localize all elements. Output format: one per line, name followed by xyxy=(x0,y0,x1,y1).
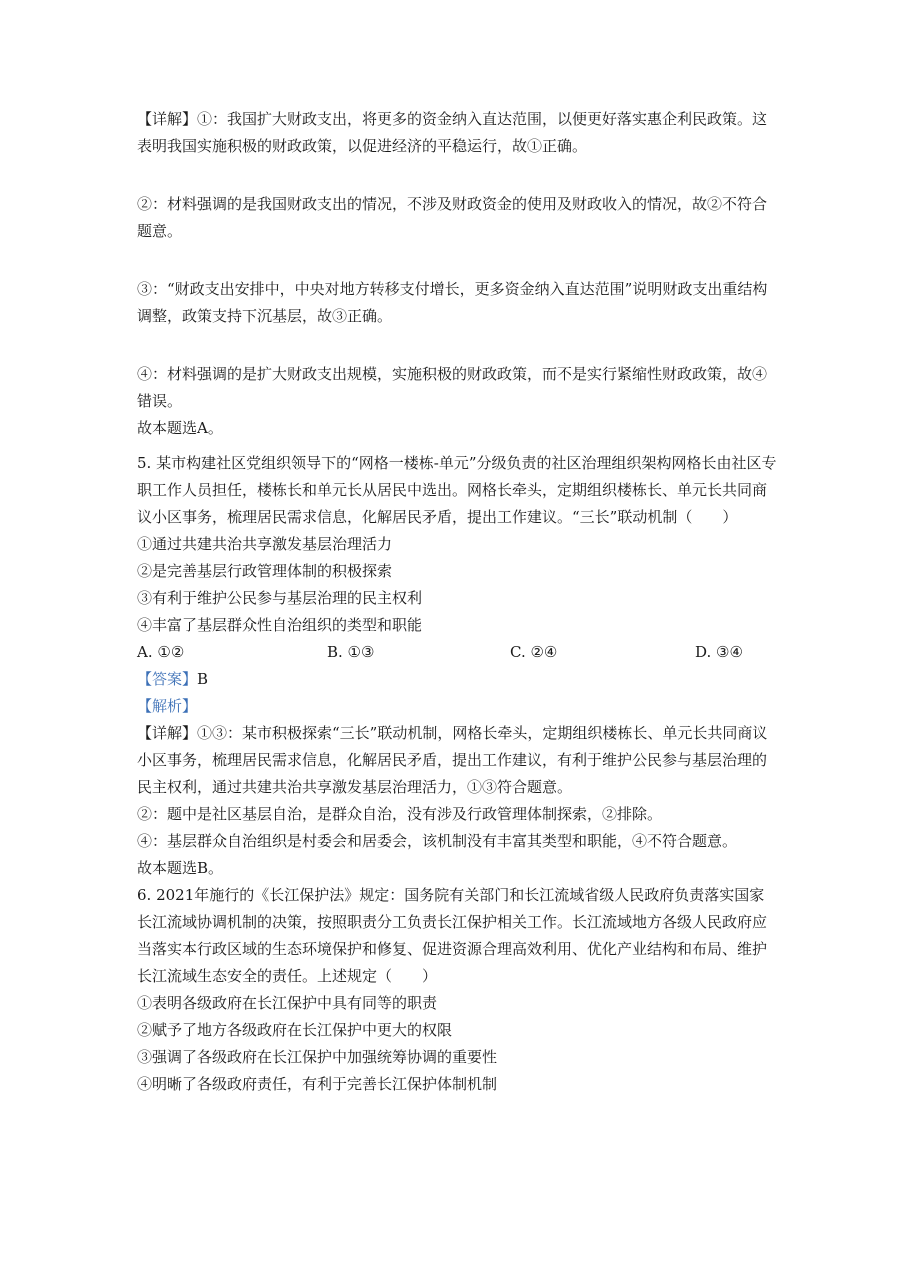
q6-item-1: ①表明各级政府在长江保护中具有同等的职责 xyxy=(137,994,438,1012)
q5-option-b: B. ①③ xyxy=(327,643,375,661)
q5-item-3: ③有利于维护公民参与基层治理的民主权利 xyxy=(137,589,423,607)
q6-stem: 6. 2021年施行的《长江保护法》规定：国务院有关部门和长江流域省级人民政府负责落实国家长江流域协调机制的决策，按照职责分工负责长江保护相关工作。长江流域地方各级人民政府应当落实本行政区域的生态环境保护和修复、促进资源合理高效利用、优化产业结构和布局、维护长江流域生态安全的责任。上述规定（ ） xyxy=(137,886,768,985)
q5-detail-paragraph-1: 【详解】①③：某市积极探索“三长”联动机制，网格长牵头，定期组织楼栋长、单元长共同商议小区事务，梳理居民需求信息，化解居民矛盾，提出工作建议，有利于维护公民参与基层治理的民主权利，通过共建共治共享激发基层治理活力，①③符合题意。 xyxy=(137,724,768,796)
q5-stem: 5. 某市构建社区党组织领导下的“网格一楼栋-单元”分级负责的社区治理组织架构网格长由社区专职工作人员担任，楼栋长和单元长从居民中选出。网格长牵头，定期组织楼栋长、单元长共同商议小区事务，梳理居民需求信息，化解居民矛盾，提出工作建议。“三长”联动机制（ ） xyxy=(137,454,777,526)
q4-conclusion: 故本题选A。 xyxy=(137,419,223,437)
q6-item-4: ④明晰了各级政府责任，有利于完善长江保护体制机制 xyxy=(137,1075,498,1093)
q5-detail-paragraph-3: ④：基层群众自治组织是村委会和居委会，该机制没有丰富其类型和职能，④不符合题意。 xyxy=(137,832,738,850)
q4-detail-paragraph-2: ②：材料强调的是我国财政支出的情况，不涉及财政资金的使用及财政收入的情况，故②不符合题意。 xyxy=(137,195,768,240)
q5-analysis-tag: 【解析】 xyxy=(137,697,198,715)
q4-detail-paragraph-3: ③：“财政支出安排中，中央对地方转移支付增长，更多资金纳入直达范围”说明财政支出重结构调整，政策支持下沉基层，故③正确。 xyxy=(137,280,768,325)
q5-detail-paragraph-2: ②：题中是社区基层自治，是群众自治，没有涉及行政管理体制探索，②排除。 xyxy=(137,805,663,823)
q5-option-c: C. ②④ xyxy=(510,643,558,661)
q5-conclusion: 故本题选B。 xyxy=(137,859,224,877)
q5-item-4: ④丰富了基层群众性自治组织的类型和职能 xyxy=(137,616,423,634)
document-content xyxy=(137,106,777,1098)
q5-options xyxy=(137,639,777,666)
q5-item-1: ①通过共建共治共享激发基层治理活力 xyxy=(137,535,393,553)
q5-answer-line xyxy=(137,666,777,693)
q6-item-3: ③强调了各级政府在长江保护中加强统筹协调的重要性 xyxy=(137,1048,498,1066)
q5-option-d: D. ③④ xyxy=(695,643,743,661)
q4-detail-paragraph-4: ④：材料强调的是扩大财政支出规模，实施积极的财政政策，而不是实行紧缩性财政政策，故④错误。 xyxy=(137,365,768,410)
q6-item-2: ②赋予了地方各级政府在长江保护中更大的权限 xyxy=(137,1021,453,1039)
q5-answer-tag: 【答案】 xyxy=(137,670,198,688)
q5-item-2: ②是完善基层行政管理体制的积极探索 xyxy=(137,562,393,580)
q5-answer-value: B xyxy=(197,670,209,688)
q5-option-a: A. ①② xyxy=(137,643,185,661)
q4-detail-paragraph-1: 【详解】①：我国扩大财政支出，将更多的资金纳入直达范围，以便更好落实惠企利民政策。这表明我国实施积极的财政政策，以促进经济的平稳运行，故①正确。 xyxy=(137,110,768,155)
